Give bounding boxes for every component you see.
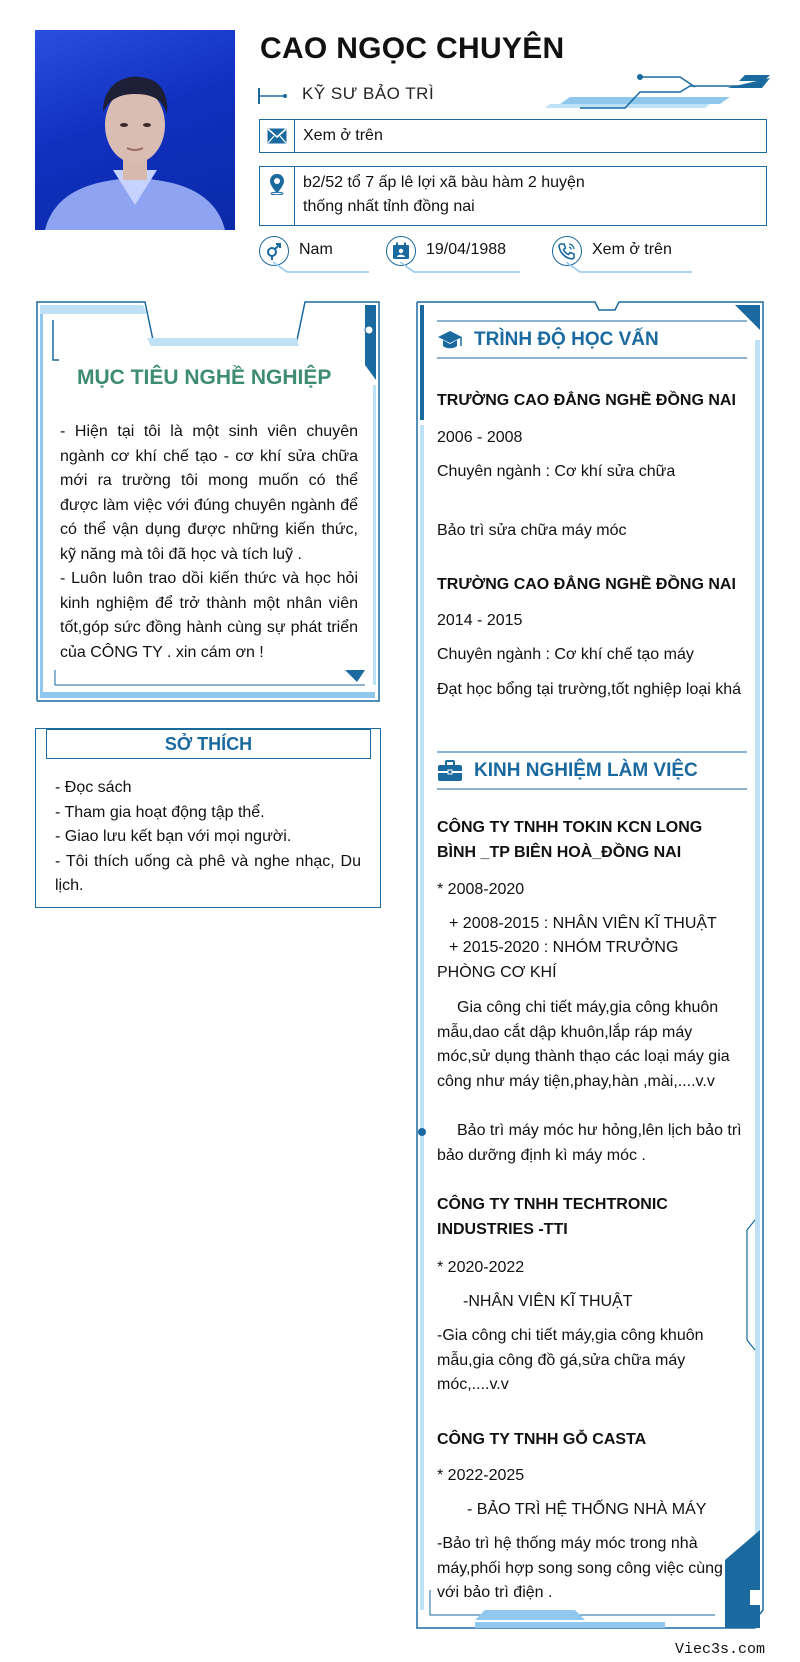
job-role: -NHÂN VIÊN KĨ THUẬT bbox=[463, 1293, 633, 1310]
objective-title: MỤC TIÊU NGHỀ NGHIỆP bbox=[77, 366, 332, 389]
education-note: Đạt học bổng tại trường,tốt nghiệp loại khá bbox=[437, 681, 742, 698]
email-box bbox=[259, 119, 767, 153]
job-period: * 2020-2022 bbox=[437, 1259, 525, 1276]
hobby-list bbox=[55, 776, 361, 899]
experience-title: KINH NGHIỆM LÀM VIỆC bbox=[474, 760, 698, 781]
calendar-icon bbox=[392, 242, 410, 260]
education-major: Chuyên ngành : Cơ khí sửa chữa bbox=[437, 463, 676, 480]
title-line-decoration bbox=[258, 86, 288, 106]
company-name: CÔNG TY TNHH TOKIN KCN LONG BÌNH _TP BIÊN HOÀ_ĐỒNG NAI bbox=[437, 819, 703, 861]
job-role: + 2008-2015 : NHÂN VIÊN KĨ THUẬT bbox=[449, 915, 717, 932]
education-major: Chuyên ngành : Cơ khí chế tạo máy bbox=[437, 646, 694, 663]
job-period: * 2008-2020 bbox=[437, 881, 525, 898]
job-role: + 2015-2020 : NHÓM TRƯỞNG PHÒNG CƠ KHÍ bbox=[437, 939, 679, 981]
job-period: * 2022-2025 bbox=[437, 1467, 525, 1484]
education-period: 2014 - 2015 bbox=[437, 612, 523, 629]
birthday-underline bbox=[400, 262, 520, 274]
job-description: -Bảo trì hệ thống máy móc trong nhà máy,phối hợp song song công việc cùng với bảo trì điện . bbox=[437, 1535, 723, 1601]
candidate-name: CAO NGỌC CHUYÊN bbox=[260, 32, 565, 65]
job-description: Bảo trì máy móc hư hỏng,lên lịch bảo trì bảo dưỡng định kì máy móc . bbox=[437, 1122, 742, 1164]
location-pin-icon bbox=[268, 173, 286, 195]
gender-icon bbox=[265, 242, 283, 260]
job-role: - BẢO TRÌ HỆ THỐNG NHÀ MÁY bbox=[467, 1501, 707, 1518]
job-description: -Gia công chi tiết máy,gia công khuôn mẫu,gia công đồ gá,sửa chữa máy móc,....v.v bbox=[437, 1327, 704, 1393]
gender-item bbox=[259, 236, 369, 276]
email-value: Xem ở trên bbox=[303, 127, 383, 144]
hobby-item: - Tôi thích uống cà phê và nghe nhạc, Du lịch. bbox=[55, 852, 361, 894]
graduation-cap-icon bbox=[437, 330, 463, 352]
education-period: 2006 - 2008 bbox=[437, 429, 523, 446]
person-portrait-image bbox=[35, 30, 235, 230]
envelope-icon bbox=[267, 128, 287, 144]
profile-photo bbox=[35, 30, 235, 230]
phone-icon bbox=[558, 242, 576, 260]
objective-text bbox=[60, 420, 358, 665]
gender-underline bbox=[273, 262, 369, 274]
hobby-title: SỞ THÍCH bbox=[46, 729, 371, 759]
phone-value: Xem ở trên bbox=[592, 241, 672, 258]
company-name: CÔNG TY TNHH GỖ CASTA bbox=[437, 1431, 647, 1448]
hobby-item: - Tham gia hoạt động tập thể. bbox=[55, 803, 265, 821]
header-decoration bbox=[540, 72, 770, 117]
hobby-item: - Giao lưu kết bạn với mọi người. bbox=[55, 828, 292, 845]
birthday-value: 19/04/1988 bbox=[426, 241, 507, 258]
address-box bbox=[259, 166, 767, 226]
objective-paragraph-1: - Hiện tại tôi là một sinh viên chuyên ngành cơ khí chế tạo - cơ khí sửa chữa mới ra trường tôi mong muốn có thể được làm việc với đúng chuyên ngành để có thể vận dụng được những kiến thức, kỹ năng mà tôi đã học và tích luỹ . bbox=[60, 423, 358, 563]
company-name: CÔNG TY TNHH TECHTRONIC INDUSTRIES -TTI bbox=[437, 1196, 668, 1238]
job-description: Gia công chi tiết máy,gia công khuôn mẫu,dao cắt dập khuôn,lắp ráp máy móc,sử dụng thành thạo các loại máy gia công như máy tiện,phay,hàn ,mài,....v.v bbox=[437, 999, 730, 1090]
education-note: Bảo trì sửa chữa máy móc bbox=[437, 522, 627, 539]
address-value: b2/52 tổ 7 ấp lê lợi xã bàu hàm 2 huyện thống nhất tỉnh đồng nai bbox=[303, 174, 585, 215]
watermark: Viec3s.com bbox=[674, 1641, 765, 1658]
objective-paragraph-2: - Luôn luôn trao dồi kiến thức và học hỏi kinh nghiệm để trở thành một nhân viên tốt,góp sức đồng hành cùng sự phát triển của CÔNG TY . xin cám ơn ! bbox=[60, 570, 358, 661]
briefcase-icon bbox=[437, 760, 463, 782]
phone-item bbox=[552, 236, 692, 276]
birthday-item bbox=[386, 236, 521, 276]
education-title: TRÌNH ĐỘ HỌC VẤN bbox=[474, 329, 659, 350]
education-school: TRƯỜNG CAO ĐẲNG NGHỀ ĐỒNG NAI bbox=[437, 576, 736, 593]
email-icon-cell bbox=[260, 120, 295, 152]
gender-value: Nam bbox=[299, 241, 333, 258]
phone-underline bbox=[566, 262, 692, 274]
education-school: TRƯỜNG CAO ĐẲNG NGHỀ ĐỒNG NAI bbox=[437, 392, 736, 409]
address-icon-cell bbox=[260, 167, 295, 225]
job-title: KỸ SƯ BẢO TRÌ bbox=[302, 84, 435, 103]
hobby-item: - Đọc sách bbox=[55, 779, 132, 796]
